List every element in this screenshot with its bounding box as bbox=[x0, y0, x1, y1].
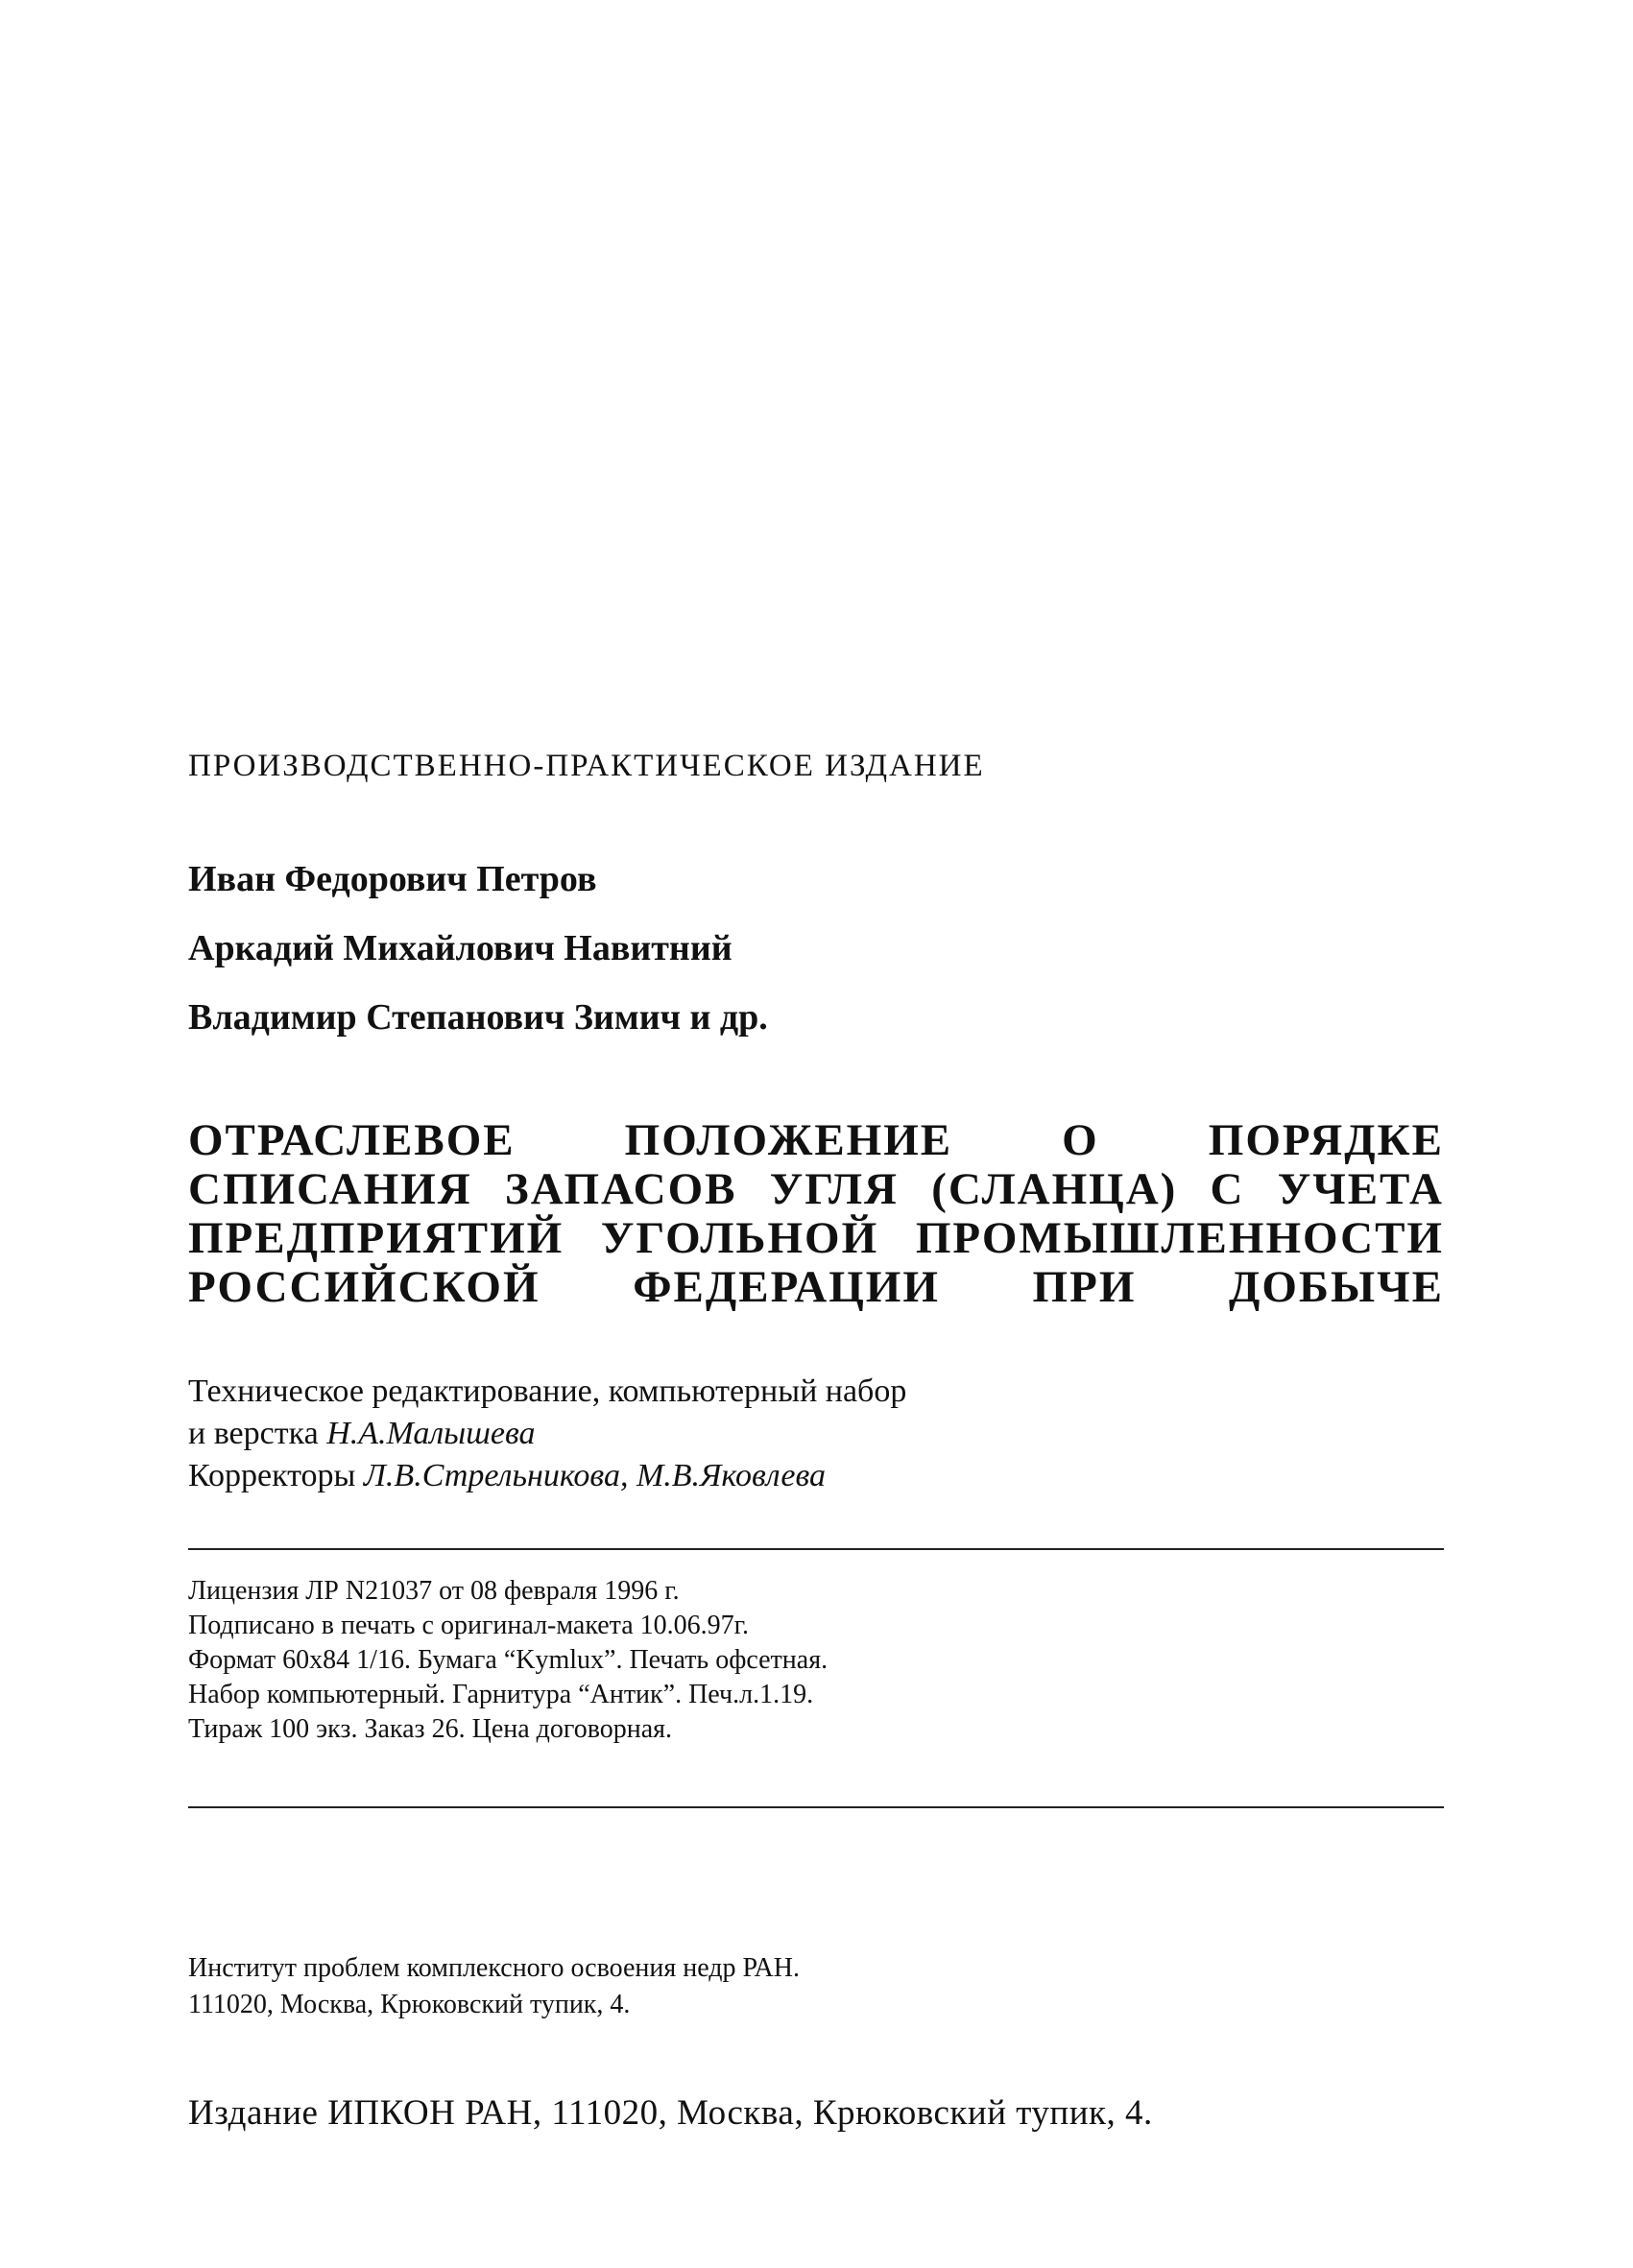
publisher-line: Издание ИПКОН РАН, 111020, Москва, Крюковский тупик, 4. bbox=[188, 2093, 1153, 2133]
institute-street: 111020, Москва, Крюковский тупик, 4. bbox=[188, 1990, 631, 2019]
print-run-line: Тираж 100 экз. Заказ 26. Цена договорная. bbox=[188, 1714, 673, 1744]
correctors-prefix: Корректоры bbox=[188, 1458, 356, 1493]
institute-address bbox=[188, 1950, 800, 2023]
signed-for-print-line: Подписано в печать с оригинал-макета 10.06.97г. bbox=[188, 1611, 749, 1640]
author-name: Аркадий Михайлович Навитний bbox=[188, 928, 732, 968]
license-line: Лицензия ЛР N21037 от 08 февраля 1996 г. bbox=[188, 1576, 680, 1606]
production-credits bbox=[188, 1371, 906, 1497]
divider-top bbox=[188, 1548, 1444, 1550]
layout-editor-name: Н.А.Малышева bbox=[326, 1416, 536, 1451]
correctors-line bbox=[188, 1455, 906, 1497]
title-line: ОТРАСЛЕВОЕ ПОЛОЖЕНИЕ О ПОРЯДКЕ bbox=[188, 1116, 1444, 1165]
title-line: СПИСАНИЯ ЗАПАСОВ УГЛЯ (СЛАНЦА) С УЧЕТА bbox=[188, 1165, 1444, 1214]
author-list bbox=[188, 845, 768, 1052]
tech-edit-line: Техническое редактирование, компьютерный набор bbox=[188, 1373, 907, 1409]
imprint-block bbox=[188, 1574, 828, 1747]
document-title bbox=[188, 1116, 1444, 1312]
author-name: Иван Федорович Петров bbox=[188, 859, 597, 899]
title-line: ПРЕДПРИЯТИЙ УГОЛЬНОЙ ПРОМЫШЛЕННОСТИ bbox=[188, 1214, 1444, 1263]
layout-credit-line bbox=[188, 1413, 906, 1455]
format-line: Формат 60x84 1/16. Бумага “Kymlux”. Печать офсетная. bbox=[188, 1645, 829, 1675]
author-name: Владимир Степанович Зимич и др. bbox=[188, 997, 768, 1038]
correctors-names: Л.В.Стрельникова, М.В.Яковлева bbox=[363, 1458, 827, 1493]
layout-credit-prefix: и верстка bbox=[188, 1416, 319, 1451]
title-line: РОССИЙСКОЙ ФЕДЕРАЦИИ ПРИ ДОБЫЧЕ bbox=[188, 1263, 1444, 1312]
typeset-line: Набор компьютерный. Гарнитура “Антик”. Печ.л.1.19. bbox=[188, 1680, 814, 1709]
divider-bottom bbox=[188, 1806, 1444, 1808]
institute-name: Институт проблем комплексного освоения недр РАН. bbox=[188, 1953, 800, 1983]
series-label: ПРОИЗВОДСТВЕННО-ПРАКТИЧЕСКОЕ ИЗДАНИЕ bbox=[188, 749, 985, 783]
